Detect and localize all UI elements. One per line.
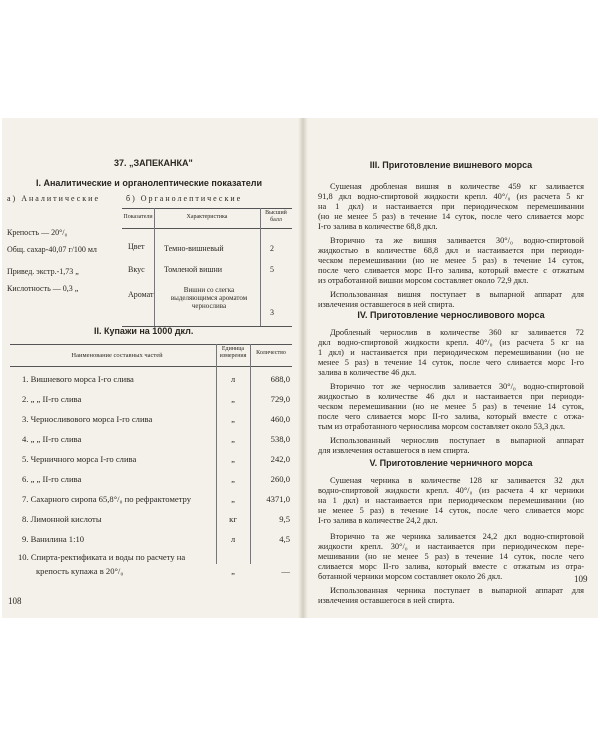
organo-row-name: Цвет [128, 242, 145, 251]
section4-title: IV. Приготовление черносливового морса [357, 310, 545, 320]
text-line: извлечения оставшегося в ней спирта. [318, 300, 455, 310]
text-line: извлечения оставшегося в ней спирта. [318, 596, 455, 606]
blend-row-qty: 242,0 [270, 454, 290, 464]
section1-title: I. Аналитические и органолептические показатели [36, 178, 263, 188]
blend-row-qty: 460,0 [270, 414, 290, 424]
blend-row-unit: „ [231, 494, 235, 504]
text-line: Сушеная черника в количестве 128 кг заливается 32 дкл [330, 476, 584, 485]
blend-row-qty: 688,0 [270, 374, 290, 384]
text-line: ческом перемешивании (но не менее 5 раз) в течение 14 суток, [318, 256, 584, 266]
text-line: залива в количестве 46 дкл. [318, 368, 417, 378]
section4-paragraph-3 [318, 436, 584, 456]
blend-row-qty: 260,0 [270, 474, 290, 484]
section5-title: V. Приготовление черничного морса [369, 458, 533, 468]
blend-row-unit: л [230, 374, 236, 384]
text-line: 91,8 дкл водно-спиртовой жидкости крепл. 40°/₀ (из расчета 5 кг [318, 192, 584, 202]
analytic-label: а) Аналитические [7, 194, 100, 203]
blend-row-unit: „ [231, 394, 235, 404]
analytic-strength: Крепость — 20°/₀ [7, 228, 68, 237]
organo-header-score: Высший балл [265, 210, 287, 223]
blend-row-name: 1. Вишневого морса I-го слива [22, 374, 134, 384]
section3-title: III. Приготовление вишневого морса [369, 160, 533, 170]
text-line: после чего сливается морс II-го залива, который вместе с отжатым [318, 266, 584, 276]
text-line: Вторично та же черника заливается 24,2 дкл водно-спиртовой [330, 532, 584, 541]
blend-row-qty: — [281, 566, 290, 576]
blend-row-unit: „ [231, 454, 235, 464]
text-line: Сушеная дробленая вишня в количестве 459 кг заливается [330, 182, 584, 191]
text-line: тым из отработанного чернослива морсом составляет около 53,3 дкл. [318, 422, 566, 432]
page-number-left: 108 [8, 596, 22, 606]
blend-row-qty: 538,0 [270, 434, 290, 444]
text-line: Использованная вишня поступает в выпарной аппарат для [330, 290, 584, 299]
section5-paragraph-1 [318, 476, 584, 526]
blend-row-name: 3. Черносливового морса I-го слива [22, 414, 153, 424]
analytic-sugar: Общ. сахар-40,07 г/100 мл [7, 245, 97, 254]
section3-paragraph-1 [318, 182, 584, 232]
section5-paragraph-3 [318, 586, 584, 606]
text-line: водно-спиртовой жидкости крепл. 40°/₀ (из расчета 4 кг черники [318, 486, 584, 496]
blend-row-unit: „ [231, 414, 235, 424]
blend-row-unit: л [230, 534, 236, 544]
blend-row-unit: „ [231, 566, 235, 576]
text-line: I-го залива в количестве 68,8 дкл. [318, 222, 438, 232]
recipe-heading: 37. „ЗАПЕКАНКА" [114, 158, 193, 168]
text-line: менее 5 раз) в течение 14 суток, после чего сливается морс I-го [318, 358, 584, 368]
blend-row-unit: кг [229, 514, 237, 524]
text-line: жидкости крепл. 30°/₀ и настаивается при периодическом пере- [318, 542, 584, 552]
analytic-extract: Привед. экстр.-1,73 „ [7, 267, 79, 276]
text-line: (но не менее 5 раз) в течение 14 суток, после чего сливается морс [318, 212, 584, 222]
blend-row-name: 2. „ „ II-го слива [22, 394, 82, 404]
section3-paragraph-3 [318, 290, 584, 310]
blend-header-name: Наименование составных частей [71, 352, 163, 359]
section4-paragraph-2 [318, 382, 584, 432]
text-line: жидкостью в количестве 46 дкл и настаивается при периоди- [318, 392, 584, 402]
text-line: мешивании (но не менее 5 раз) в течение 14 суток, после чего [318, 552, 584, 562]
blend-row-unit: „ [231, 434, 235, 444]
text-line: из отработанной вишни морсом составляет около 72,9 дкл. [318, 276, 529, 286]
text-line: на 1 дкл) и настаивается при периодическом перемешивании [318, 202, 584, 212]
text-line: для извлечения оставшегося в нем спирта. [318, 446, 470, 456]
analytic-acidity: Кислотность — 0,3 „ [7, 284, 79, 293]
organo-row-name: Аромат [128, 290, 154, 299]
blend-row-name: 5. Черничного морса I-го слива [22, 454, 137, 464]
blend-row-name: 8. Лимонной кислоты [22, 514, 102, 524]
text-line: сливается морс II-го залива, который вместе с отжатым из отра- [318, 562, 584, 572]
section4-paragraph-1 [318, 328, 584, 378]
text-line: I-го залива в количестве 24,2 дкл. [318, 516, 438, 526]
page-number-right: 109 [574, 574, 588, 584]
blend-row-qty: 4,5 [279, 534, 290, 544]
section3-paragraph-2 [318, 236, 584, 286]
book-spread [2, 118, 598, 618]
blend-row-qty: 9,5 [279, 514, 290, 524]
text-line: Дробленый чернослив в количестве 360 кг заливается 72 [330, 328, 584, 337]
text-line: 1 дкл) и настаивается при периодическом перемешивании (но не [318, 348, 584, 358]
blend-row-unit: „ [231, 474, 235, 484]
blend-row-name: 9. Ванилина 1:10 [22, 534, 85, 544]
organo-row-score: 5 [270, 265, 274, 274]
blend-header-unit: Единица измерения [219, 346, 247, 359]
blend-row-name: 7. Сахарного сиропа 65,8°/₀ по рефрактометру [22, 494, 192, 504]
blend-row-name: 4. „ „ II-го слива [22, 434, 82, 444]
organo-row-score: 2 [270, 244, 274, 253]
text-line: дкл водно-спиртовой жидкости крепл. 40°/₀ (из расчета 5 кг на [318, 338, 584, 348]
text-line: жидкостью в количестве 68,8 дкл и настаивается при периоди- [318, 246, 584, 256]
section5-paragraph-2 [318, 532, 584, 582]
text-line: на 1 дкл) и настаивается при периодическом перемешивании (но [318, 496, 584, 506]
organo-header-indicator: Показатели [123, 214, 153, 220]
text-line: Использованная черника поступает в выпарной аппарат для [330, 586, 584, 595]
organo-row-desc: Томленой вишни [164, 265, 223, 274]
organo-header-characteristic: Характеристика [186, 214, 228, 220]
blend-row-qty: 729,0 [270, 394, 290, 404]
blend-row-name: крепость купажа в 20°/₀ [36, 566, 124, 576]
organo-row-score: 3 [270, 308, 274, 317]
text-line: Вторично та же вишня заливается 30°/₀ водно-спиртовой [330, 236, 584, 245]
blend-row-name: 10. Спирта-ректификата и воды по расчету на [18, 552, 186, 562]
text-line: не менее 5 раз) в течение 14 суток, после чего сливается морс [318, 506, 584, 516]
text-line: ботанной черники морсом составляет около 26 дкл. [318, 572, 503, 582]
text-line: после чего сливается морс II-го залива, который вместе с отжа- [318, 412, 584, 422]
organo-row-desc: Темно-вишневый [164, 244, 224, 253]
book-gutter [298, 118, 308, 618]
organo-row-name: Вкус [128, 265, 145, 274]
text-line: Использованный чернослив поступает в выпарной аппарат [330, 436, 584, 445]
blend-header-qty: Количество [256, 350, 286, 356]
blend-row-name: 6. „ „ II-го слива [22, 474, 82, 484]
organoleptic-label: б) Органолептические [126, 194, 243, 203]
text-line: Вторично тот же чернослив заливается 30°/₀ водно-спиртовой [330, 382, 584, 391]
blend-row-qty: 4371,0 [266, 494, 290, 504]
text-line: ческом перемешивании (но не менее 5 раз) в течение 14 суток, [318, 402, 584, 412]
section2-title: II. Купажи на 1000 дкл. [94, 326, 194, 336]
organo-row-desc: Вишни со слегка выделяющимся ароматом чернослива [170, 286, 248, 310]
